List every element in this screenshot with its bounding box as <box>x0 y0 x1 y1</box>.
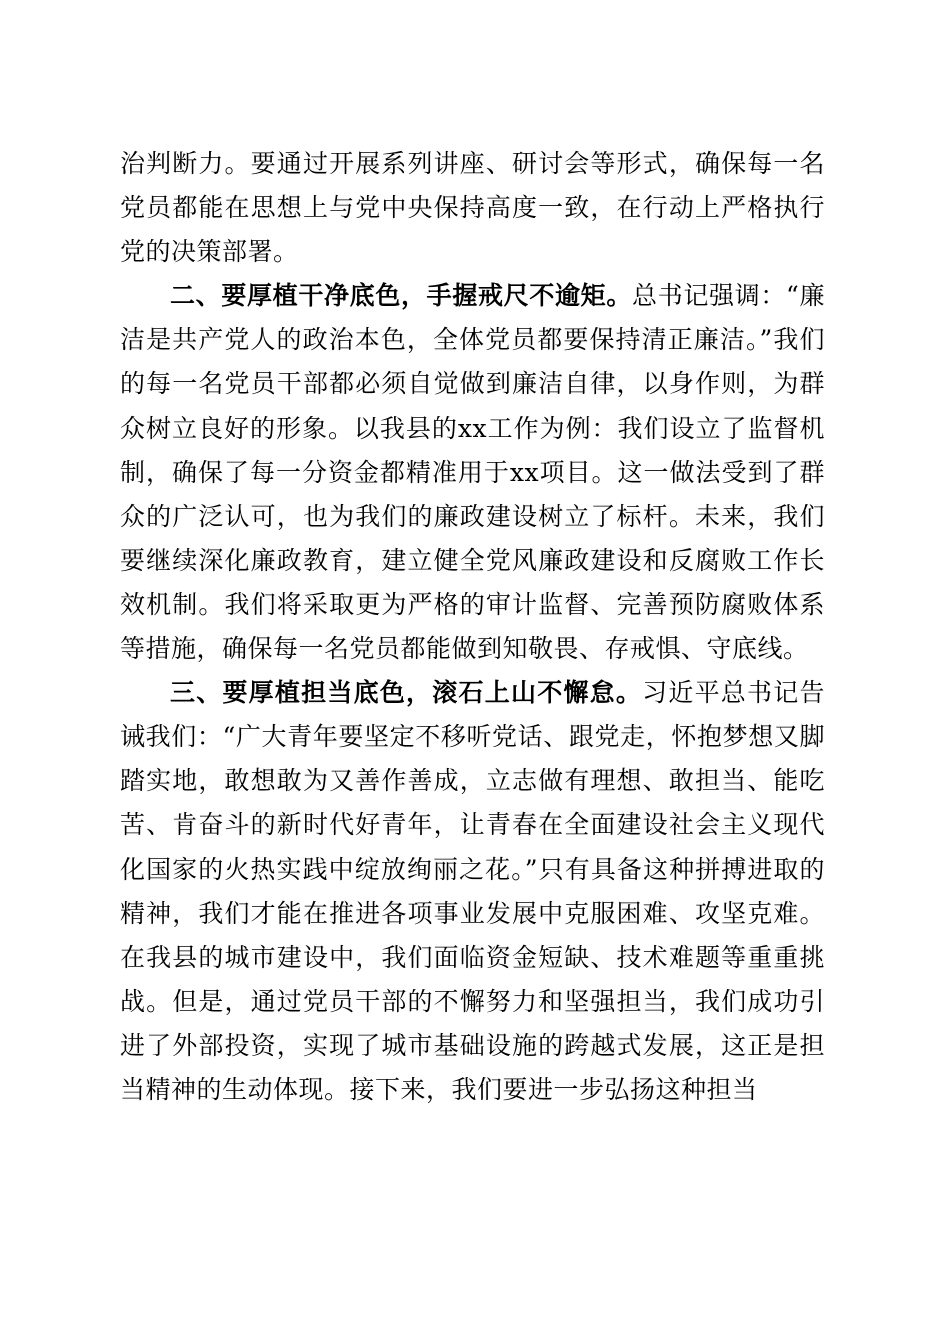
paragraph-section-2 <box>120 274 825 671</box>
section-heading: 二、要厚植干净底色，手握戒尺不逾矩。 <box>170 281 633 311</box>
document-body <box>120 142 825 1112</box>
paragraph-body: 治判断力。要通过开展系列讲座、研讨会等形式，确保每一名党员都能在思想上与党中央保持高度一致，在行动上严格执行党的决策部署。 <box>120 149 825 267</box>
paragraph-body: 习近平总书记告诫我们：“广大青年要坚定不移听党话、跟党走，怀抱梦想又脚踏实地，敢想敢为又善作善成，立志做有理想、敢担当、能吃苦、肯奋斗的新时代好青年，让青春在全面建设社会主义现代化国家的火热实践中绽放绚丽之花。”只有具备这种拼搏进取的精神，我们才能在推进各项事业发展中克服困难、攻坚克难。在我县的城市建设中，我们面临资金短缺、技术难题等重重挑战。但是，通过党员干部的不懈努力和坚强担当，我们成功引进了外部投资，实现了城市基础设施的跨越式发展，这正是担当精神的生动体现。接下来，我们要进一步弘扬这种担当 <box>120 678 825 1104</box>
paragraph-body: 总书记强调：“廉洁是共产党人的政治本色，全体党员都要保持清正廉洁。”我们的每一名党员干部都必须自觉做到廉洁自律，以身作则，为群众树立良好的形象。以我县的xx工作为例：我们设立了监督机制，确保了每一分资金都精准用于xx项目。这一做法受到了群众的广泛认可，也为我们的廉政建设树立了标杆。未来，我们要继续深化廉政教育，建立健全党风廉政建设和反腐败工作长效机制。我们将采取更为严格的审计监督、完善预防腐败体系等措施，确保每一名党员都能做到知敬畏、存戒惧、守底线。 <box>120 281 825 664</box>
paragraph-continuation <box>120 142 825 274</box>
paragraph-section-3 <box>120 671 825 1112</box>
section-heading: 三、要厚植担当底色，滚石上山不懈怠。 <box>170 678 643 708</box>
